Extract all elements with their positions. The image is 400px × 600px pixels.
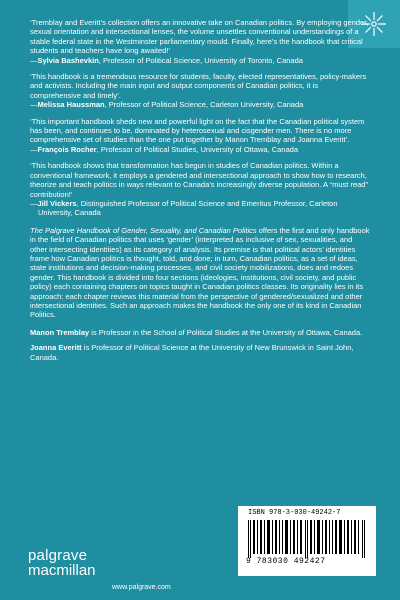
- publisher-name-line-2: macmillan: [28, 562, 96, 579]
- endorsement-1: [30, 18, 370, 65]
- publisher-logo: [28, 548, 96, 578]
- barcode-icon: [246, 520, 368, 558]
- endorsement-attribution: —Melissa Haussman, Professor of Political Science, Carleton University, Canada: [30, 100, 304, 110]
- isbn-label: ISBN 978-3-030-49242-7: [248, 509, 341, 517]
- endorsement-4: [30, 161, 370, 217]
- barcode-digits: 9 783030 492427: [246, 557, 326, 566]
- book-description: [30, 226, 370, 320]
- description-paragraph: [30, 226, 370, 320]
- editor-bio-text: is Professor in the School of Political Studies at the University of Ottawa, Canada.: [89, 327, 363, 337]
- editor-bio-text: is Professor of Political Science at the University of New Brunswick in Saint John, Canada.: [30, 343, 354, 362]
- endorsement-attribution: —Jill Vickers, Distinguished Professor of Political Science and Emeritus Professor, Carleton University, Canada: [30, 198, 338, 218]
- endorsement-2: [30, 72, 370, 110]
- endorser-affiliation: , Professor of Political Studies, University of Ottawa, Canada: [96, 144, 299, 154]
- endorsement-text: ‘Tremblay and Everitt’s collection offers an innovative take on Canadian politics. By employing gender, sexual orientation and intersectional lenses, the volume unsettles conventional understandings of a stable federal state in the Westminster parliamentary mould. Finally, here’s the handbook that critical students and teachers have long awaited!’: [30, 18, 369, 56]
- endorser-affiliation: , Professor of Political Science, Carleton University, Canada: [104, 100, 304, 110]
- endorsement-text: ‘This important handbook sheds new and powerful light on the fact that the Canadian political system has been, and continues to be, dominated by heterosexual and cisgender men. There is no more comprehensive set of studies than the one put together by Manon Tremblay and Joanna Everitt’.: [30, 116, 365, 145]
- endorser-affiliation: , Distinguished Professor of Political Science and Emeritus Professor, Carleton University, Canada: [38, 198, 338, 218]
- editor-name: Joanna Everitt: [30, 343, 82, 353]
- editor-name: Manon Tremblay: [30, 327, 90, 337]
- endorsement-attribution: —Sylvia Bashevkin, Professor of Political Science, University of Toronto, Canada: [30, 55, 303, 65]
- endorsement-attribution: —François Rocher, Professor of Political Studies, University of Ottawa, Canada: [30, 144, 299, 154]
- endorser-name: Melissa Haussman: [37, 100, 105, 110]
- publisher-name-line-1: palgrave: [28, 547, 88, 564]
- endorser-name: Jill Vickers: [37, 198, 77, 208]
- editor-bio-2: [30, 343, 370, 362]
- description-text: offers the first and only handbook in the field of Canadian politics that uses ‘gender’ (interpreted as inclusive of sex, sexualities, and other intersecting identities) as its category of analysis. Its premise is that political actors’ identities frame how Canadian politics is thought, told, and done; in turn, Canadian politics, as a set of ideas, state institutions and decision-making processes, and civil society mobilizations, does and redoes gender. This handbook is divided into four sections (ideologies, institutions, civil society, and public policy) each containing chapters on topics taught in Canadian politics classes. Its originality lies in its approach: each chapter reviews this material from the perspective of gendered/sexualized and other intersectional identities. Such an approach makes the handbook the only one of its kind in Canadian Politics.: [30, 225, 370, 320]
- editor-bio-1: [30, 328, 370, 337]
- back-cover-text: [30, 18, 370, 368]
- publisher-website: www.palgrave.com: [112, 584, 171, 591]
- endorsement-text: ‘This handbook is a tremendous resource for students, faculty, elected representatives, policy-makers and activists. Including the main input and output components of Canadian politics, it is comprehensive and timely’.: [30, 72, 367, 100]
- endorsement-3: [30, 117, 370, 155]
- endorser-name: François Rocher: [37, 144, 97, 154]
- book-title: The Palgrave Handbook of Gender, Sexuality, and Canadian Politics: [30, 225, 257, 235]
- endorsement-text: ‘This handbook shows that transformation has begun in studies of Canadian politics. Within a conventional framework, it employs a gendered and intersectional approach to show how to research, theorize and teach politics in ways relevant to Canada’s increasingly diverse population. A “must read” contribution!’: [30, 161, 368, 199]
- isbn-barcode: [238, 506, 376, 576]
- endorser-affiliation: , Professor of Political Science, University of Toronto, Canada: [98, 55, 303, 65]
- endorser-name: Sylvia Bashevkin: [37, 55, 99, 65]
